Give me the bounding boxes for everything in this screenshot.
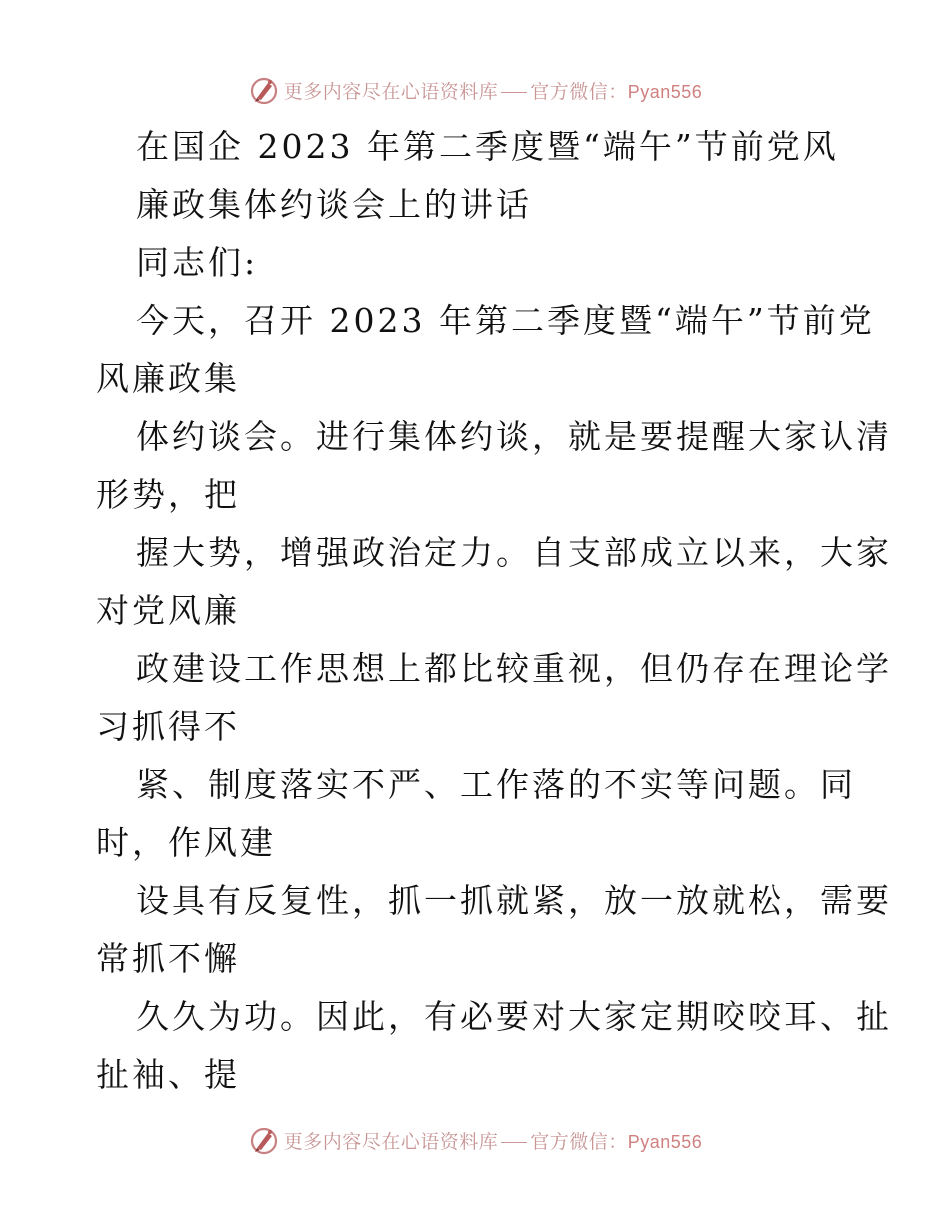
body-line: 设具有反复性，抓一抓就紧，放一放就松，需要 bbox=[136, 881, 892, 920]
body-line: 紧、制度落实不严、工作落的不实等问题。同 bbox=[136, 765, 856, 804]
title-line-2: 廉政集体约谈会上的讲话 bbox=[136, 185, 532, 224]
salutation: 同志们: bbox=[136, 243, 259, 282]
document-body bbox=[96, 118, 892, 1104]
body-line: 握大势，增强政治定力。自支部成立以来，大家 bbox=[136, 533, 892, 572]
pen-logo-icon bbox=[248, 74, 280, 106]
watermark-wechat-id: Pyan556 bbox=[627, 81, 703, 102]
pen-logo-icon bbox=[248, 1124, 280, 1156]
body-line: 习抓得不 bbox=[96, 707, 240, 746]
watermark-wechat-id: Pyan556 bbox=[627, 1131, 703, 1152]
body-line: 对党风廉 bbox=[96, 591, 240, 630]
watermark-text bbox=[284, 1127, 703, 1154]
watermark-header bbox=[0, 73, 950, 107]
watermark-footer bbox=[0, 1123, 950, 1157]
watermark-separator bbox=[501, 1142, 527, 1143]
body-line: 扯袖、提 bbox=[96, 1055, 240, 1094]
body-line: 常抓不懈 bbox=[96, 939, 240, 978]
watermark-wechat-label: 官方微信： bbox=[530, 80, 628, 103]
body-line: 形势，把 bbox=[96, 475, 240, 514]
body-line: 政建设工作思想上都比较重视，但仍存在理论学 bbox=[136, 649, 892, 688]
body-line: 今天，召开 2023 年第二季度暨“端午”节前党 bbox=[136, 301, 875, 340]
watermark-main-text: 更多内容尽在心语资料库 bbox=[283, 80, 499, 103]
watermark-main-text: 更多内容尽在心语资料库 bbox=[283, 1130, 499, 1153]
body-line: 久久为功。因此，有必要对大家定期咬咬耳、扯 bbox=[136, 997, 892, 1036]
body-line: 时，作风建 bbox=[96, 823, 276, 862]
title-line-1: 在国企 2023 年第二季度暨“端午”节前党风 bbox=[136, 127, 839, 166]
watermark-wechat-label: 官方微信： bbox=[530, 1130, 628, 1153]
body-line: 体约谈会。进行集体约谈，就是要提醒大家认清 bbox=[136, 417, 892, 456]
body-line: 风廉政集 bbox=[96, 359, 240, 398]
watermark-text bbox=[284, 77, 703, 104]
watermark-separator bbox=[501, 92, 527, 93]
